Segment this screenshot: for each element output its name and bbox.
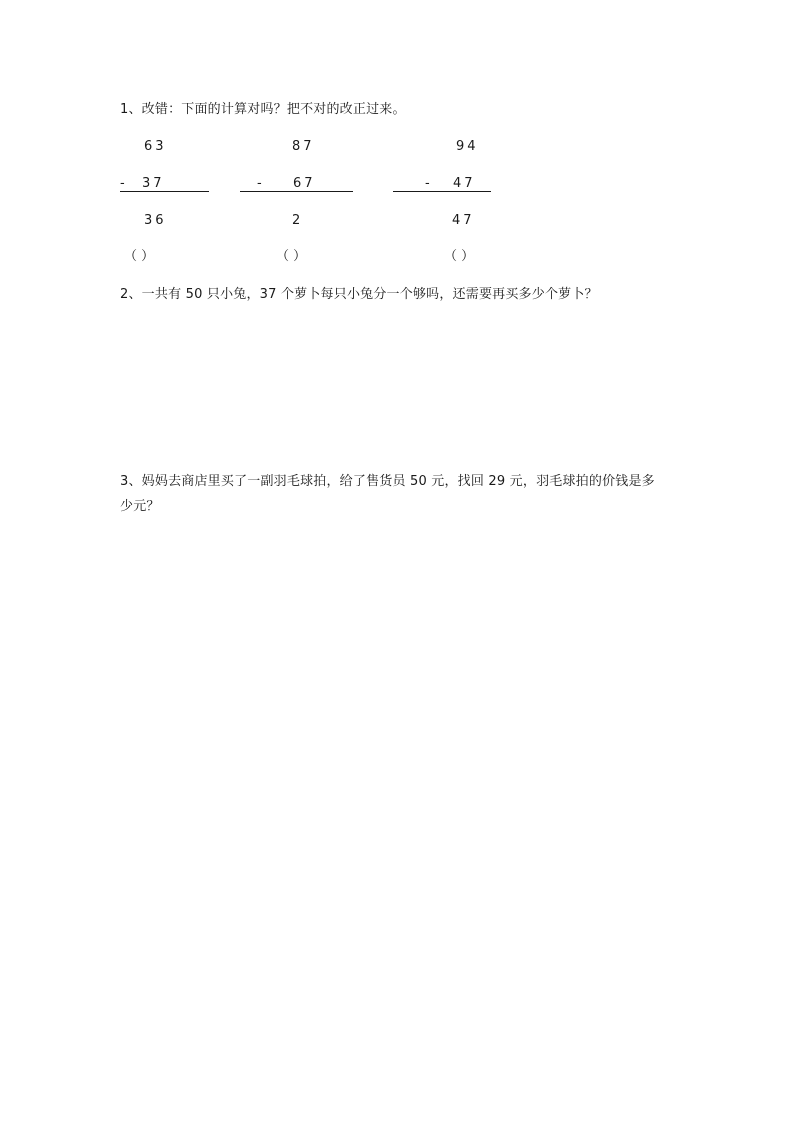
- question-1-prompt: 1、改错：下面的计算对吗？把不对的改正过来。: [120, 102, 406, 117]
- problem-3-result: 47: [452, 213, 475, 228]
- problem-2-underline: [240, 191, 353, 192]
- problem-3-underline: [393, 191, 491, 192]
- problem-1-minuend: 63: [144, 139, 167, 154]
- problem-2-result: 2: [292, 213, 304, 228]
- question-2-prompt: 2、一共有 50 只小兔，37 个萝卜每只小兔分一个够吗，还需要再买多少个萝卜？: [120, 287, 598, 302]
- problem-1-underline: [120, 191, 209, 192]
- problem-3-minuend: 94: [456, 139, 479, 154]
- problem-2-answer-parens[interactable]: （ ）: [276, 249, 307, 264]
- problem-1-operator: -: [120, 176, 128, 191]
- problem-1-answer-parens[interactable]: （ ）: [124, 249, 155, 264]
- question-3-prompt-line-1: 3、妈妈去商店里买了一副羽毛球拍，给了售货员 50 元，找回 29 元，羽毛球拍的价钱是多: [120, 474, 655, 489]
- problem-3-answer-parens[interactable]: （ ）: [444, 249, 475, 264]
- problem-2-minuend: 87: [292, 139, 315, 154]
- problem-2-operator: -: [257, 176, 265, 191]
- problem-3-operator: -: [425, 176, 433, 191]
- problem-1-subtrahend: 37: [142, 176, 165, 191]
- question-3-prompt-line-2: 少元？: [120, 499, 160, 514]
- problem-2-subtrahend: 67: [293, 176, 316, 191]
- problem-3-subtrahend: 47: [453, 176, 476, 191]
- problem-1-result: 36: [144, 213, 167, 228]
